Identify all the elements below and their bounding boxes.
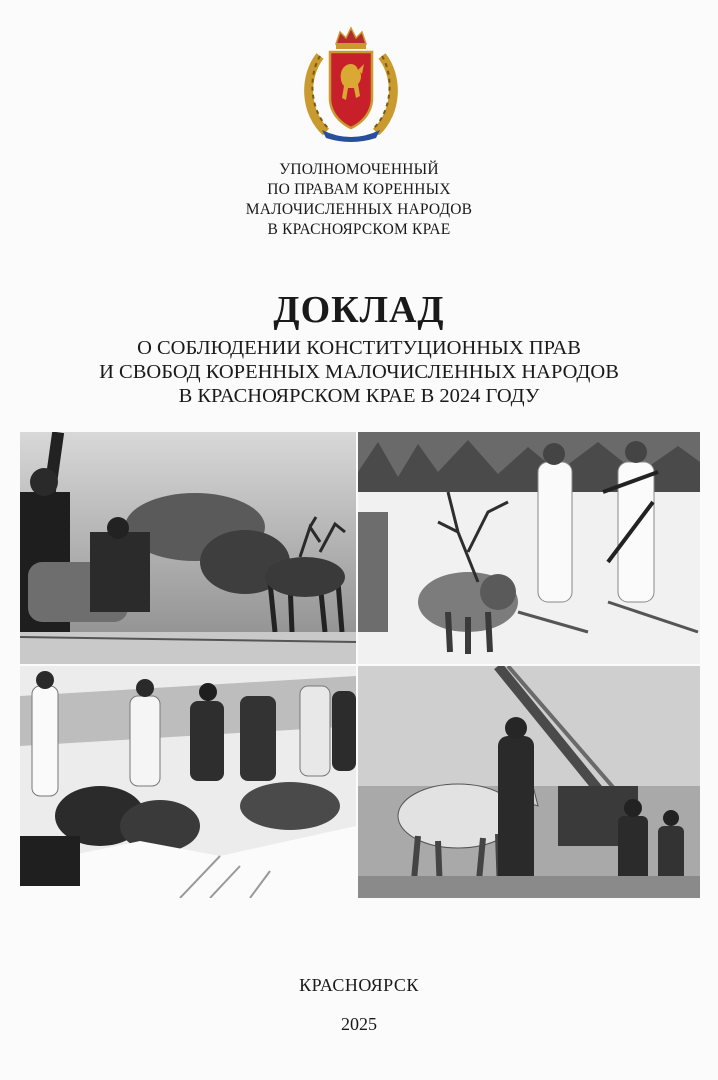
krasnoyarsk-coat-of-arms-icon [302, 26, 400, 144]
authority-name [0, 160, 718, 240]
authority-line: В КРАСНОЯРСКОМ КРАЕ [267, 221, 451, 238]
authority-line: УПОЛНОМОЧЕННЫЙ [279, 161, 439, 178]
report-subtitle [0, 336, 718, 408]
photo-collage [20, 432, 700, 898]
authority-line: ПО ПРАВАМ КОРЕННЫХ [267, 181, 451, 198]
reindeer-sled-column-photo [20, 666, 356, 898]
publication-city: КРАСНОЯРСК [299, 975, 419, 995]
report-title: ДОКЛАД [273, 289, 445, 331]
subtitle-line: В КРАСНОЯРСКОМ КРАЕ В 2024 ГОДУ [178, 385, 540, 407]
subtitle-line: О СОБЛЮДЕНИИ КОНСТИТУЦИОННЫХ ПРАВ [137, 337, 581, 359]
authority-line: МАЛОЧИСЛЕННЫХ НАРОДОВ [245, 201, 473, 218]
subtitle-line: И СВОБОД КОРЕННЫХ МАЛОЧИСЛЕННЫХ НАРОДОВ [99, 361, 619, 383]
ski-soldiers-reindeer-photo [358, 432, 700, 664]
publication-year: 2025 [341, 1014, 377, 1034]
aircraft-reindeer-photo [20, 432, 356, 664]
reindeer-antiaircraft-gun-photo [358, 666, 700, 898]
